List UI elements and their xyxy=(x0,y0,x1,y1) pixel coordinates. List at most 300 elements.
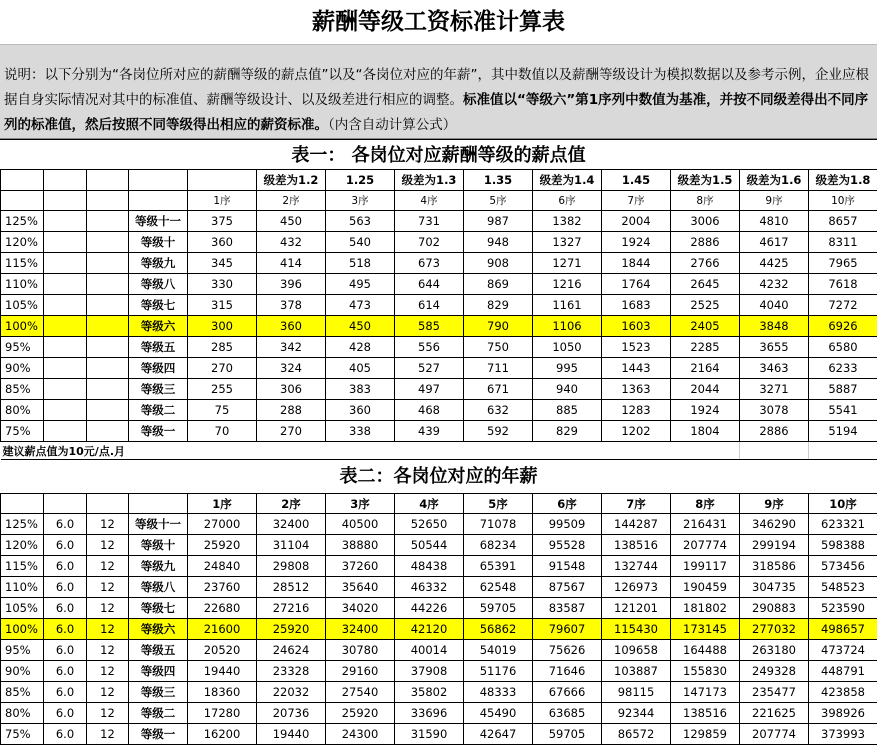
table2-row xyxy=(1,514,877,535)
value-cell: 306 xyxy=(257,379,326,400)
value-cell: 277032 xyxy=(740,619,809,640)
value-cell: 5887 xyxy=(809,379,877,400)
table1-row xyxy=(1,295,877,316)
value-cell: 405 xyxy=(326,358,395,379)
empty-cell xyxy=(44,400,87,421)
multiplier-cell: 6.0 xyxy=(44,724,87,745)
grade-cell: 等级七 xyxy=(129,598,188,619)
value-cell: 270 xyxy=(257,421,326,442)
value-cell: 3463 xyxy=(740,358,809,379)
table1-row xyxy=(1,358,877,379)
grade-cell: 等级十一 xyxy=(129,514,188,535)
value-cell: 98115 xyxy=(602,682,671,703)
value-cell: 495 xyxy=(326,274,395,295)
value-cell: 6233 xyxy=(809,358,877,379)
value-cell: 473724 xyxy=(809,640,877,661)
multiplier-cell: 6.0 xyxy=(44,619,87,640)
value-cell: 221625 xyxy=(740,703,809,724)
value-cell: 1523 xyxy=(602,337,671,358)
value-cell: 573456 xyxy=(809,556,877,577)
value-cell: 263180 xyxy=(740,640,809,661)
value-cell: 38880 xyxy=(326,535,395,556)
value-cell: 126973 xyxy=(602,577,671,598)
grade-cell: 等级六 xyxy=(129,619,188,640)
pct-cell: 90% xyxy=(1,661,44,682)
value-cell: 1382 xyxy=(533,211,602,232)
value-cell: 30780 xyxy=(326,640,395,661)
value-cell: 428 xyxy=(326,337,395,358)
diff-header-cell: 级差为1.6 xyxy=(740,170,809,191)
table2-row xyxy=(1,535,877,556)
value-cell: 439 xyxy=(395,421,464,442)
empty-cell xyxy=(1,170,44,191)
value-cell: 29808 xyxy=(257,556,326,577)
value-cell: 7272 xyxy=(809,295,877,316)
value-cell: 345 xyxy=(188,253,257,274)
empty-cell xyxy=(129,170,188,191)
value-cell: 450 xyxy=(257,211,326,232)
value-cell: 448791 xyxy=(809,661,877,682)
value-cell: 1271 xyxy=(533,253,602,274)
table1-note-row xyxy=(1,442,877,460)
table1-row xyxy=(1,379,877,400)
value-cell: 270 xyxy=(188,358,257,379)
description-bold: 标准值以“等级六”第1序列中数值为基准，并按不同级差得出不同序列的标准值，然后按照不同等级得出相应的薪资标准。 xyxy=(4,92,869,133)
multiplier-cell: 6.0 xyxy=(44,598,87,619)
diff-header-cell: 级差为1.5 xyxy=(671,170,740,191)
value-cell: 2405 xyxy=(671,316,740,337)
description-tail: （内含自动计算公式） xyxy=(328,117,457,133)
value-cell: 28512 xyxy=(257,577,326,598)
months-cell: 12 xyxy=(87,682,129,703)
empty-cell xyxy=(1,191,44,211)
empty-cell xyxy=(129,494,188,514)
empty-cell xyxy=(740,442,809,460)
value-cell: 2645 xyxy=(671,274,740,295)
value-cell: 498657 xyxy=(809,619,877,640)
grade-cell: 等级八 xyxy=(129,274,188,295)
value-cell: 32400 xyxy=(257,514,326,535)
table2-row xyxy=(1,682,877,703)
value-cell: 373993 xyxy=(809,724,877,745)
value-cell: 86572 xyxy=(602,724,671,745)
value-cell: 71646 xyxy=(533,661,602,682)
value-cell: 7618 xyxy=(809,274,877,295)
table2-row xyxy=(1,703,877,724)
grade-cell: 等级五 xyxy=(129,640,188,661)
value-cell: 1106 xyxy=(533,316,602,337)
pct-cell: 95% xyxy=(1,337,44,358)
seq-header-cell: 2序 xyxy=(257,191,326,211)
value-cell: 46332 xyxy=(395,577,464,598)
value-cell: 138516 xyxy=(602,535,671,556)
value-cell: 48333 xyxy=(464,682,533,703)
value-cell: 59705 xyxy=(533,724,602,745)
diff-header-cell xyxy=(188,170,257,191)
diff-header-cell: 级差为1.4 xyxy=(533,170,602,191)
value-cell: 995 xyxy=(533,358,602,379)
empty-cell xyxy=(87,316,129,337)
value-cell: 199117 xyxy=(671,556,740,577)
value-cell: 908 xyxy=(464,253,533,274)
value-cell: 614 xyxy=(395,295,464,316)
value-cell: 44226 xyxy=(395,598,464,619)
months-cell: 12 xyxy=(87,556,129,577)
empty-cell xyxy=(87,274,129,295)
value-cell: 304735 xyxy=(740,577,809,598)
table1-row xyxy=(1,316,877,337)
value-cell: 207774 xyxy=(740,724,809,745)
table2-row xyxy=(1,556,877,577)
value-cell: 300 xyxy=(188,316,257,337)
value-cell: 25920 xyxy=(188,535,257,556)
grade-cell: 等级三 xyxy=(129,379,188,400)
grade-cell: 等级二 xyxy=(129,400,188,421)
empty-cell xyxy=(87,232,129,253)
value-cell: 4232 xyxy=(740,274,809,295)
table1-row xyxy=(1,337,877,358)
value-cell: 190459 xyxy=(671,577,740,598)
empty-cell xyxy=(44,421,87,442)
value-cell: 1283 xyxy=(602,400,671,421)
empty-cell xyxy=(44,494,87,514)
value-cell: 2525 xyxy=(671,295,740,316)
value-cell: 132744 xyxy=(602,556,671,577)
empty-cell xyxy=(87,337,129,358)
table1-diff-header-row xyxy=(1,170,877,191)
value-cell: 1924 xyxy=(671,400,740,421)
value-cell: 22680 xyxy=(188,598,257,619)
grade-cell: 等级九 xyxy=(129,253,188,274)
pct-cell: 110% xyxy=(1,577,44,598)
value-cell: 17280 xyxy=(188,703,257,724)
value-cell: 644 xyxy=(395,274,464,295)
value-cell: 1161 xyxy=(533,295,602,316)
table1-row xyxy=(1,232,877,253)
value-cell: 2886 xyxy=(740,421,809,442)
value-cell: 50544 xyxy=(395,535,464,556)
value-cell: 414 xyxy=(257,253,326,274)
value-cell: 95528 xyxy=(533,535,602,556)
table1-row xyxy=(1,421,877,442)
value-cell: 65391 xyxy=(464,556,533,577)
value-cell: 540 xyxy=(326,232,395,253)
value-cell: 315 xyxy=(188,295,257,316)
multiplier-cell: 6.0 xyxy=(44,682,87,703)
value-cell: 4040 xyxy=(740,295,809,316)
value-cell: 623321 xyxy=(809,514,877,535)
seq-header-cell: 6序 xyxy=(533,191,602,211)
value-cell: 290883 xyxy=(740,598,809,619)
value-cell: 378 xyxy=(257,295,326,316)
empty-cell xyxy=(44,295,87,316)
value-cell: 518 xyxy=(326,253,395,274)
value-cell: 249328 xyxy=(740,661,809,682)
pct-cell: 125% xyxy=(1,211,44,232)
value-cell: 671 xyxy=(464,379,533,400)
value-cell: 67666 xyxy=(533,682,602,703)
value-cell: 940 xyxy=(533,379,602,400)
value-cell: 829 xyxy=(533,421,602,442)
value-cell: 48438 xyxy=(395,556,464,577)
pct-cell: 105% xyxy=(1,295,44,316)
value-cell: 99509 xyxy=(533,514,602,535)
value-cell: 1216 xyxy=(533,274,602,295)
value-cell: 33696 xyxy=(395,703,464,724)
value-cell: 360 xyxy=(326,400,395,421)
value-cell: 4810 xyxy=(740,211,809,232)
pct-cell: 85% xyxy=(1,379,44,400)
value-cell: 1603 xyxy=(602,316,671,337)
seq-header-cell: 7序 xyxy=(602,494,671,514)
seq-header-cell: 10序 xyxy=(809,494,877,514)
value-cell: 1683 xyxy=(602,295,671,316)
value-cell: 948 xyxy=(464,232,533,253)
value-cell: 3271 xyxy=(740,379,809,400)
empty-cell xyxy=(44,379,87,400)
pct-cell: 115% xyxy=(1,253,44,274)
value-cell: 396 xyxy=(257,274,326,295)
seq-header-cell: 2序 xyxy=(257,494,326,514)
diff-header-cell: 1.45 xyxy=(602,170,671,191)
value-cell: 398926 xyxy=(809,703,877,724)
value-cell: 702 xyxy=(395,232,464,253)
value-cell: 6580 xyxy=(809,337,877,358)
value-cell: 138516 xyxy=(671,703,740,724)
pct-cell: 120% xyxy=(1,535,44,556)
value-cell: 24300 xyxy=(326,724,395,745)
months-cell: 12 xyxy=(87,514,129,535)
value-cell: 51176 xyxy=(464,661,533,682)
grade-cell: 等级一 xyxy=(129,421,188,442)
value-cell: 23760 xyxy=(188,577,257,598)
empty-cell xyxy=(87,379,129,400)
value-cell: 68234 xyxy=(464,535,533,556)
pct-cell: 115% xyxy=(1,556,44,577)
empty-cell xyxy=(809,442,877,460)
value-cell: 3078 xyxy=(740,400,809,421)
value-cell: 34020 xyxy=(326,598,395,619)
table2-grid xyxy=(0,493,877,745)
grade-cell: 等级四 xyxy=(129,661,188,682)
value-cell: 22032 xyxy=(257,682,326,703)
value-cell: 75626 xyxy=(533,640,602,661)
value-cell: 25920 xyxy=(326,703,395,724)
value-cell: 383 xyxy=(326,379,395,400)
value-cell: 109658 xyxy=(602,640,671,661)
empty-cell xyxy=(87,170,129,191)
value-cell: 556 xyxy=(395,337,464,358)
value-cell: 2044 xyxy=(671,379,740,400)
value-cell: 299194 xyxy=(740,535,809,556)
value-cell: 42120 xyxy=(395,619,464,640)
table1-title: 表一： 各岗位对应薪酬等级的薪点值 xyxy=(0,139,877,169)
description-box xyxy=(0,45,877,139)
empty-cell xyxy=(87,400,129,421)
value-cell: 35640 xyxy=(326,577,395,598)
value-cell: 632 xyxy=(464,400,533,421)
months-cell: 12 xyxy=(87,724,129,745)
months-cell: 12 xyxy=(87,640,129,661)
pct-cell: 75% xyxy=(1,724,44,745)
pct-cell: 100% xyxy=(1,619,44,640)
value-cell: 885 xyxy=(533,400,602,421)
table2-row xyxy=(1,577,877,598)
value-cell: 31104 xyxy=(257,535,326,556)
table1-seq-header-row xyxy=(1,191,877,211)
empty-cell xyxy=(87,191,129,211)
pct-cell: 120% xyxy=(1,232,44,253)
value-cell: 27540 xyxy=(326,682,395,703)
description-text: 说明：以下分别为“各岗位所对应的薪酬等级的薪点值”以及“各岗位对应的年薪”，其中数值以及薪酬等级设计为模拟数据以及参考示例，企业应根据自身实际情况对其中的标准值、薪酬等级设计、以及级差进行相应的调整。 xyxy=(4,67,869,108)
value-cell: 1804 xyxy=(671,421,740,442)
pct-cell: 100% xyxy=(1,316,44,337)
empty-cell xyxy=(44,253,87,274)
multiplier-cell: 6.0 xyxy=(44,577,87,598)
value-cell: 59705 xyxy=(464,598,533,619)
value-cell: 987 xyxy=(464,211,533,232)
value-cell: 31590 xyxy=(395,724,464,745)
value-cell: 23328 xyxy=(257,661,326,682)
diff-header-cell: 级差为1.2 xyxy=(257,170,326,191)
seq-header-cell: 4序 xyxy=(395,494,464,514)
value-cell: 83587 xyxy=(533,598,602,619)
empty-cell xyxy=(44,316,87,337)
grade-cell: 等级二 xyxy=(129,703,188,724)
value-cell: 468 xyxy=(395,400,464,421)
table2-seq-header-row xyxy=(1,494,877,514)
multiplier-cell: 6.0 xyxy=(44,640,87,661)
value-cell: 318586 xyxy=(740,556,809,577)
pct-cell: 80% xyxy=(1,400,44,421)
value-cell: 548523 xyxy=(809,577,877,598)
value-cell: 375 xyxy=(188,211,257,232)
value-cell: 4617 xyxy=(740,232,809,253)
page-title: 薪酬等级工资标准计算表 xyxy=(0,0,877,45)
value-cell: 360 xyxy=(257,316,326,337)
value-cell: 37908 xyxy=(395,661,464,682)
empty-cell xyxy=(87,421,129,442)
value-cell: 346290 xyxy=(740,514,809,535)
value-cell: 25920 xyxy=(257,619,326,640)
value-cell: 7965 xyxy=(809,253,877,274)
value-cell: 35802 xyxy=(395,682,464,703)
empty-cell xyxy=(44,232,87,253)
value-cell: 330 xyxy=(188,274,257,295)
months-cell: 12 xyxy=(87,577,129,598)
pct-cell: 125% xyxy=(1,514,44,535)
value-cell: 27000 xyxy=(188,514,257,535)
pct-cell: 90% xyxy=(1,358,44,379)
seq-header-cell: 1序 xyxy=(188,494,257,514)
table2-row xyxy=(1,619,877,640)
grade-cell: 等级八 xyxy=(129,577,188,598)
empty-cell xyxy=(87,358,129,379)
pct-cell: 105% xyxy=(1,598,44,619)
table1-row xyxy=(1,211,877,232)
value-cell: 56862 xyxy=(464,619,533,640)
value-cell: 360 xyxy=(188,232,257,253)
pct-cell: 75% xyxy=(1,421,44,442)
value-cell: 497 xyxy=(395,379,464,400)
value-cell: 8311 xyxy=(809,232,877,253)
value-cell: 2164 xyxy=(671,358,740,379)
value-cell: 6926 xyxy=(809,316,877,337)
seq-header-cell: 4序 xyxy=(395,191,464,211)
months-cell: 12 xyxy=(87,598,129,619)
value-cell: 1443 xyxy=(602,358,671,379)
grade-cell: 等级四 xyxy=(129,358,188,379)
multiplier-cell: 6.0 xyxy=(44,703,87,724)
value-cell: 40500 xyxy=(326,514,395,535)
value-cell: 288 xyxy=(257,400,326,421)
grade-cell: 等级九 xyxy=(129,556,188,577)
value-cell: 71078 xyxy=(464,514,533,535)
value-cell: 2766 xyxy=(671,253,740,274)
value-cell: 63685 xyxy=(533,703,602,724)
diff-header-cell: 1.25 xyxy=(326,170,395,191)
seq-header-cell: 8序 xyxy=(671,191,740,211)
value-cell: 5541 xyxy=(809,400,877,421)
pct-cell: 95% xyxy=(1,640,44,661)
table1-row xyxy=(1,400,877,421)
value-cell: 121201 xyxy=(602,598,671,619)
value-cell: 52650 xyxy=(395,514,464,535)
table1-row xyxy=(1,274,877,295)
value-cell: 164488 xyxy=(671,640,740,661)
value-cell: 731 xyxy=(395,211,464,232)
value-cell: 1363 xyxy=(602,379,671,400)
value-cell: 338 xyxy=(326,421,395,442)
value-cell: 342 xyxy=(257,337,326,358)
grade-cell: 等级十一 xyxy=(129,211,188,232)
value-cell: 3848 xyxy=(740,316,809,337)
grade-cell: 等级一 xyxy=(129,724,188,745)
empty-cell xyxy=(44,170,87,191)
value-cell: 75 xyxy=(188,400,257,421)
value-cell: 1327 xyxy=(533,232,602,253)
value-cell: 37260 xyxy=(326,556,395,577)
grade-cell: 等级十 xyxy=(129,232,188,253)
value-cell: 19440 xyxy=(257,724,326,745)
value-cell: 29160 xyxy=(326,661,395,682)
value-cell: 129859 xyxy=(671,724,740,745)
value-cell: 5194 xyxy=(809,421,877,442)
diff-header-cell: 级差为1.8 xyxy=(809,170,877,191)
value-cell: 473 xyxy=(326,295,395,316)
value-cell: 235477 xyxy=(740,682,809,703)
pct-cell: 80% xyxy=(1,703,44,724)
months-cell: 12 xyxy=(87,619,129,640)
value-cell: 563 xyxy=(326,211,395,232)
value-cell: 711 xyxy=(464,358,533,379)
seq-header-cell: 9序 xyxy=(740,494,809,514)
value-cell: 155830 xyxy=(671,661,740,682)
grade-cell: 等级五 xyxy=(129,337,188,358)
seq-header-cell: 3序 xyxy=(326,494,395,514)
empty-cell xyxy=(87,494,129,514)
value-cell: 18360 xyxy=(188,682,257,703)
value-cell: 1764 xyxy=(602,274,671,295)
multiplier-cell: 6.0 xyxy=(44,514,87,535)
value-cell: 91548 xyxy=(533,556,602,577)
value-cell: 3006 xyxy=(671,211,740,232)
value-cell: 24624 xyxy=(257,640,326,661)
value-cell: 92344 xyxy=(602,703,671,724)
grade-cell: 等级十 xyxy=(129,535,188,556)
value-cell: 45490 xyxy=(464,703,533,724)
empty-cell xyxy=(44,337,87,358)
